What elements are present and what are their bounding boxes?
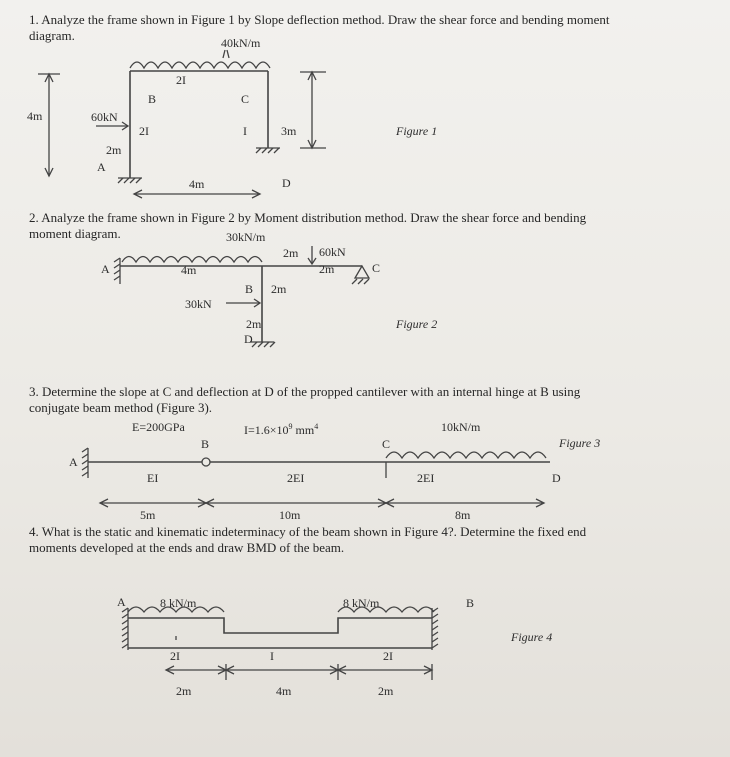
fig2-span-ab: 4m <box>181 263 197 277</box>
fig4-inertia-left: 2I <box>170 649 180 663</box>
fig1-node-c: C <box>241 92 250 106</box>
fig3-length-ab: 5m <box>140 508 156 522</box>
fig4-load-right: 8 kN/m <box>343 596 380 610</box>
question-4-text: 4. What is the static and kinematic indeterminacy of the beam shown in Figure 4?. Determine the fixed end moments developed at the ends and draw BMD of the beam. <box>29 524 587 555</box>
fig4-length-3: 2m <box>378 684 394 698</box>
fig2-node-a: A <box>101 262 110 276</box>
fig1-height-right: 3m <box>281 124 297 138</box>
fig3-node-a: A <box>69 455 78 469</box>
fig2-distance-2m-top: 2m <box>283 246 299 260</box>
fig3-node-b: B <box>201 437 210 451</box>
fig1-node-d: D <box>282 176 291 190</box>
fig4-caption: Figure 4 <box>511 630 553 644</box>
fig2-load-label: 30kN/m <box>226 230 266 244</box>
fig4-inertia-middle: I <box>270 649 274 663</box>
fig1-beam-inertia: 2I <box>176 73 186 87</box>
fig3-node-d: D <box>552 471 561 485</box>
fig4-length-1: 2m <box>176 684 192 698</box>
fig2-point-load: 60kN <box>319 245 346 259</box>
fig1-node-b: B <box>148 92 157 106</box>
question-3-text: 3. Determine the slope at C and deflection at D of the propped cantilever with an internal hinge at B using conjugate beam method (Figure 3). <box>29 384 581 415</box>
fig2-node-b: B <box>245 282 254 296</box>
fig4-length-2: 4m <box>276 684 292 698</box>
fig1-caption: Figure 1 <box>396 124 438 138</box>
question-1-text: 1. Analyze the frame shown in Figure 1 by Slope deflection method. Draw the shear force and bending moment diagram. <box>29 12 610 43</box>
fig2-node-d: D <box>244 332 253 346</box>
fig1-node-a: A <box>97 160 106 174</box>
fig3-length-cd: 8m <box>455 508 471 522</box>
fig4-node-b: B <box>466 596 475 610</box>
fig3-ei-cd: 2EI <box>417 471 435 485</box>
fig1-load-label: 40kN/m <box>221 36 261 50</box>
fig1-column-left-inertia: 2I <box>139 124 149 138</box>
fig2-distance-2m-column: 2m <box>271 282 287 296</box>
fig3-moment-of-inertia: $I=1.6\times 10^9$ $mm^4$ <box>244 422 319 437</box>
fig3-ei-bc: 2EI <box>287 471 305 485</box>
fig3-elastic-modulus: E=200GPa <box>132 420 185 434</box>
fig1-distance-2m: 2m <box>106 143 122 157</box>
fig4-node-a: A <box>117 595 126 609</box>
fig2-caption: Figure 2 <box>396 317 438 331</box>
fig4-inertia-right: 2I <box>383 649 393 663</box>
fig2-side-load: 30kN <box>185 297 212 311</box>
fig2-distance-2m-low: 2m <box>246 317 262 331</box>
question-2-text: 2. Analyze the frame shown in Figure 2 by Moment distribution method. Draw the shear force and bending moment diagram. <box>29 210 587 241</box>
fig2-distance-2m-bc: 2m <box>319 262 335 276</box>
fig1-height-left: 4m <box>27 109 43 123</box>
fig3-ei-ab: EI <box>147 471 159 485</box>
fig1-column-right-inertia: I <box>243 124 247 138</box>
fig1-span: 4m <box>189 177 205 191</box>
fig3-length-bc: 10m <box>279 508 301 522</box>
fig3-node-c: C <box>382 437 391 451</box>
fig3-caption: Figure 3 <box>559 436 601 450</box>
fig4-load-left: 8 kN/m <box>160 596 197 610</box>
fig3-load-label: 10kN/m <box>441 420 481 434</box>
fig1-point-load: 60kN <box>91 110 118 124</box>
fig2-node-c: C <box>372 261 381 275</box>
